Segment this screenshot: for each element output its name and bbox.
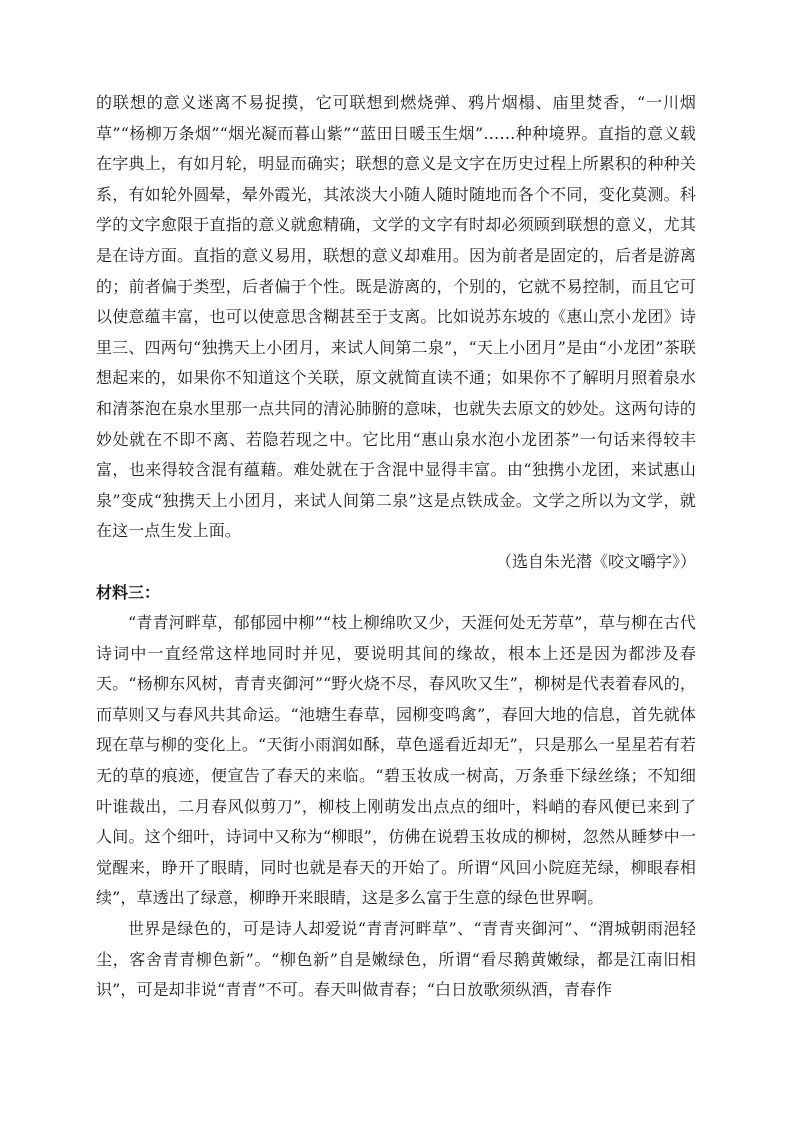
body-paragraph-1: 的联想的意义迷离不易捉摸，它可联想到燃烧弹、鸦片烟榻、庙里焚香，“一川烟草”“杨柳万条烟”“烟光凝而暮山紫”“蓝田日暖玉生烟”……种种境界。直指的意义载在字典上，有如月轮，明显而确实；联想的意义是文字在历史过程上所累积的种种关系，有如轮外圆晕，晕外霞光，其浓淡大小随人随时随地而各个不同，变化莫测。科学的文字愈限于直指的意义就愈精确，文学的文字有时却必须顾到联想的意义，尤其是在诗方面。直指的意义易用，联想的意义却难用。因为前者是固定的，后者是游离的；前者偏于类型，后者偏于个性。既是游离的，个别的，它就不易控制，而且它可以使意蕴丰富，也可以使意思含糊甚至于支离。比如说苏东坡的《惠山烹小龙团》诗里三、四两句“独携天上小团月，来试人间第二泉”，“天上小团月”是由“小龙团”茶联想起来的，如果你不知道这个关联，原文就简直读不通；如果你不了解明月照着泉水和清茶泡在泉水里那一点共同的清沁肺腑的意味，也就失去原文的妙处。这两句诗的妙处就在不即不离、若隐若现之中。它比用“惠山泉水泡小龙团茶”一句话来得较丰富，也来得较含混有蕴藉。难处就在于含混中显得丰富。由“独携小龙团，来试惠山泉”变成“独携天上小团月，来试人间第二泉”这是点铁成金。文学之所以为文学，就在这一点生发上面。 xyxy=(96,93,696,541)
source-citation: （选自朱光潜《咬文嚼字》） xyxy=(495,551,696,571)
body-paragraph-2: “青青河畔草，郁郁园中柳”“枝上柳绵吹又少，天涯何处无芳草”，草与柳在古代诗词中一直经常这样地同时并见，要说明其间的缘故，根本上还是因为都涉及春天。“杨柳东风树，青青夹御河”“野火烧不尽，春风吹又生”，柳树是代表着春风的，而草则又与春风共其命运。“池塘生春草，园柳变鸣禽”，春回大地的信息，首先就体现在草与柳的变化上。“天街小雨润如酥，草色遥看近却无”，只是那么一星星若有若无的草的痕迹，便宣告了春天的来临。“碧玉妆成一树高，万条垂下绿丝绦；不知细叶谁裁出，二月春风似剪刀”，柳枝上刚萌发出点点的细叶，料峭的春风便已来到了人间。这个细叶，诗词中又称为“柳眼”，仿佛在说碧玉妆成的柳树，忽然从睡梦中一觉醒来，睁开了眼睛，同时也就是春天的开始了。所谓“风回小院庭芜绿，柳眼春相续”，草透出了绿意，柳睁开来眼睛，这是多么富于生意的绿色世界啊。 xyxy=(96,613,696,908)
body-paragraph-3: 世界是绿色的，可是诗人却爱说“青青河畔草”、“青青夹御河”、“渭城朝雨浥轻尘，客舍青青柳色新”。“柳色新”自是嫩绿色，所谓“看尽鹅黄嫩绿，都是江南旧相识”，可是却非说“青青”不可。春天叫做青春；“白日放歌须纵酒，青春作 xyxy=(96,919,696,1000)
document-page xyxy=(96,88,696,1006)
section-heading-material-3: 材料三： xyxy=(96,582,161,602)
